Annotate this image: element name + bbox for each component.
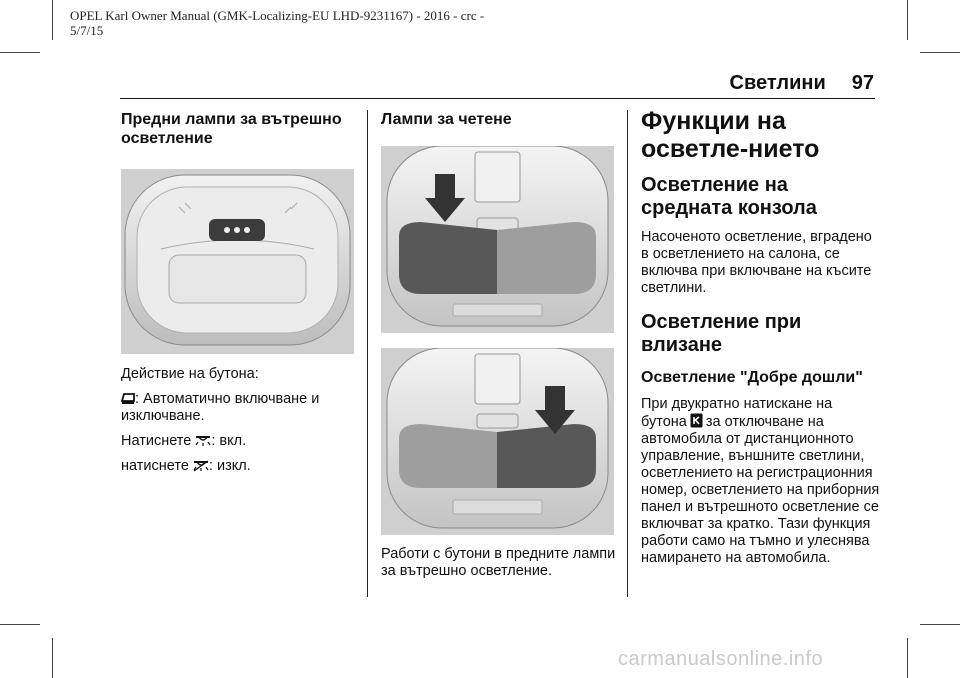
item-off-prefix: натиснете (121, 458, 193, 474)
console-lighting-text: Насоченото осветление, вградено в осветлението на салона, се включва при включване на късите светлини. (641, 229, 872, 296)
welcome-lighting-text (641, 396, 881, 567)
crop-mark (920, 52, 960, 53)
crop-mark (907, 638, 908, 678)
dome-lamp-on-icon (195, 435, 211, 447)
column-divider (627, 110, 628, 597)
section-heading-welcome-lighting: Осветление "Добре дошли" (641, 369, 863, 386)
reading-lamp-photo-left (381, 146, 614, 333)
section-heading-console-lighting: Осветление на средната конзола (641, 174, 817, 219)
crop-mark (920, 624, 960, 625)
item-off-suffix: : изкл. (208, 458, 251, 474)
welcome-text-b: за отключване на автомобила от дистанционното управление, външните светлини, осветлението на регистрационния номер, осветлението на приборния панел и вътрешното осветление се включват за кратко. Тази функция работи само на тъмно и улеснява намирането на автомобила. (641, 414, 880, 566)
item-off (121, 458, 357, 475)
column-divider (367, 110, 368, 597)
item-on-suffix: : вкл. (211, 433, 247, 449)
column-2 (381, 106, 617, 580)
print-meta-line2: 5/7/15 (70, 23, 104, 38)
welcome-text-a: При двукратно натискане на бутона (641, 396, 833, 430)
print-meta (70, 8, 484, 38)
section-heading-lighting-functions: Функции на осветле-нието (641, 107, 820, 163)
crop-mark (0, 52, 40, 53)
reading-lamps-caption: Работи с бутони в предните лампи за вътрешно осветление. (381, 546, 616, 579)
crop-mark (52, 0, 53, 40)
unlock-key-icon (690, 413, 703, 428)
section-heading-reading-lamps: Лампи за четене (381, 111, 512, 128)
print-meta-line1: OPEL Karl Owner Manual (GMK-Localizing-EU LHD-9231167) - 2016 - crc - (70, 8, 485, 23)
section-heading-front-lamps: Предни лампи за вътрешно осветление (121, 111, 342, 147)
page-number: 97 (851, 72, 874, 94)
section-heading-entry-lighting: Осветление при влизане (641, 311, 802, 356)
dome-lamp-off-icon (193, 460, 209, 472)
crop-mark (0, 624, 40, 625)
running-head (730, 72, 875, 95)
column-1 (121, 106, 357, 475)
section-title: Светлини (729, 72, 826, 94)
front-lamp-photo (121, 169, 354, 354)
reading-lamp-photo-right (381, 348, 614, 535)
item-on (121, 433, 357, 450)
watermark: carmanualsonline.info (618, 648, 824, 670)
item-auto (121, 391, 357, 425)
crop-mark (52, 638, 53, 678)
header-rule (120, 98, 875, 99)
door-lamp-icon (121, 391, 135, 405)
item-auto-text: : Автоматично включване и изключване. (121, 391, 320, 424)
item-on-prefix: Натиснете (121, 433, 196, 449)
button-action-label: Действие на бутона: (121, 366, 259, 382)
crop-mark (907, 0, 908, 40)
column-3 (641, 106, 881, 567)
